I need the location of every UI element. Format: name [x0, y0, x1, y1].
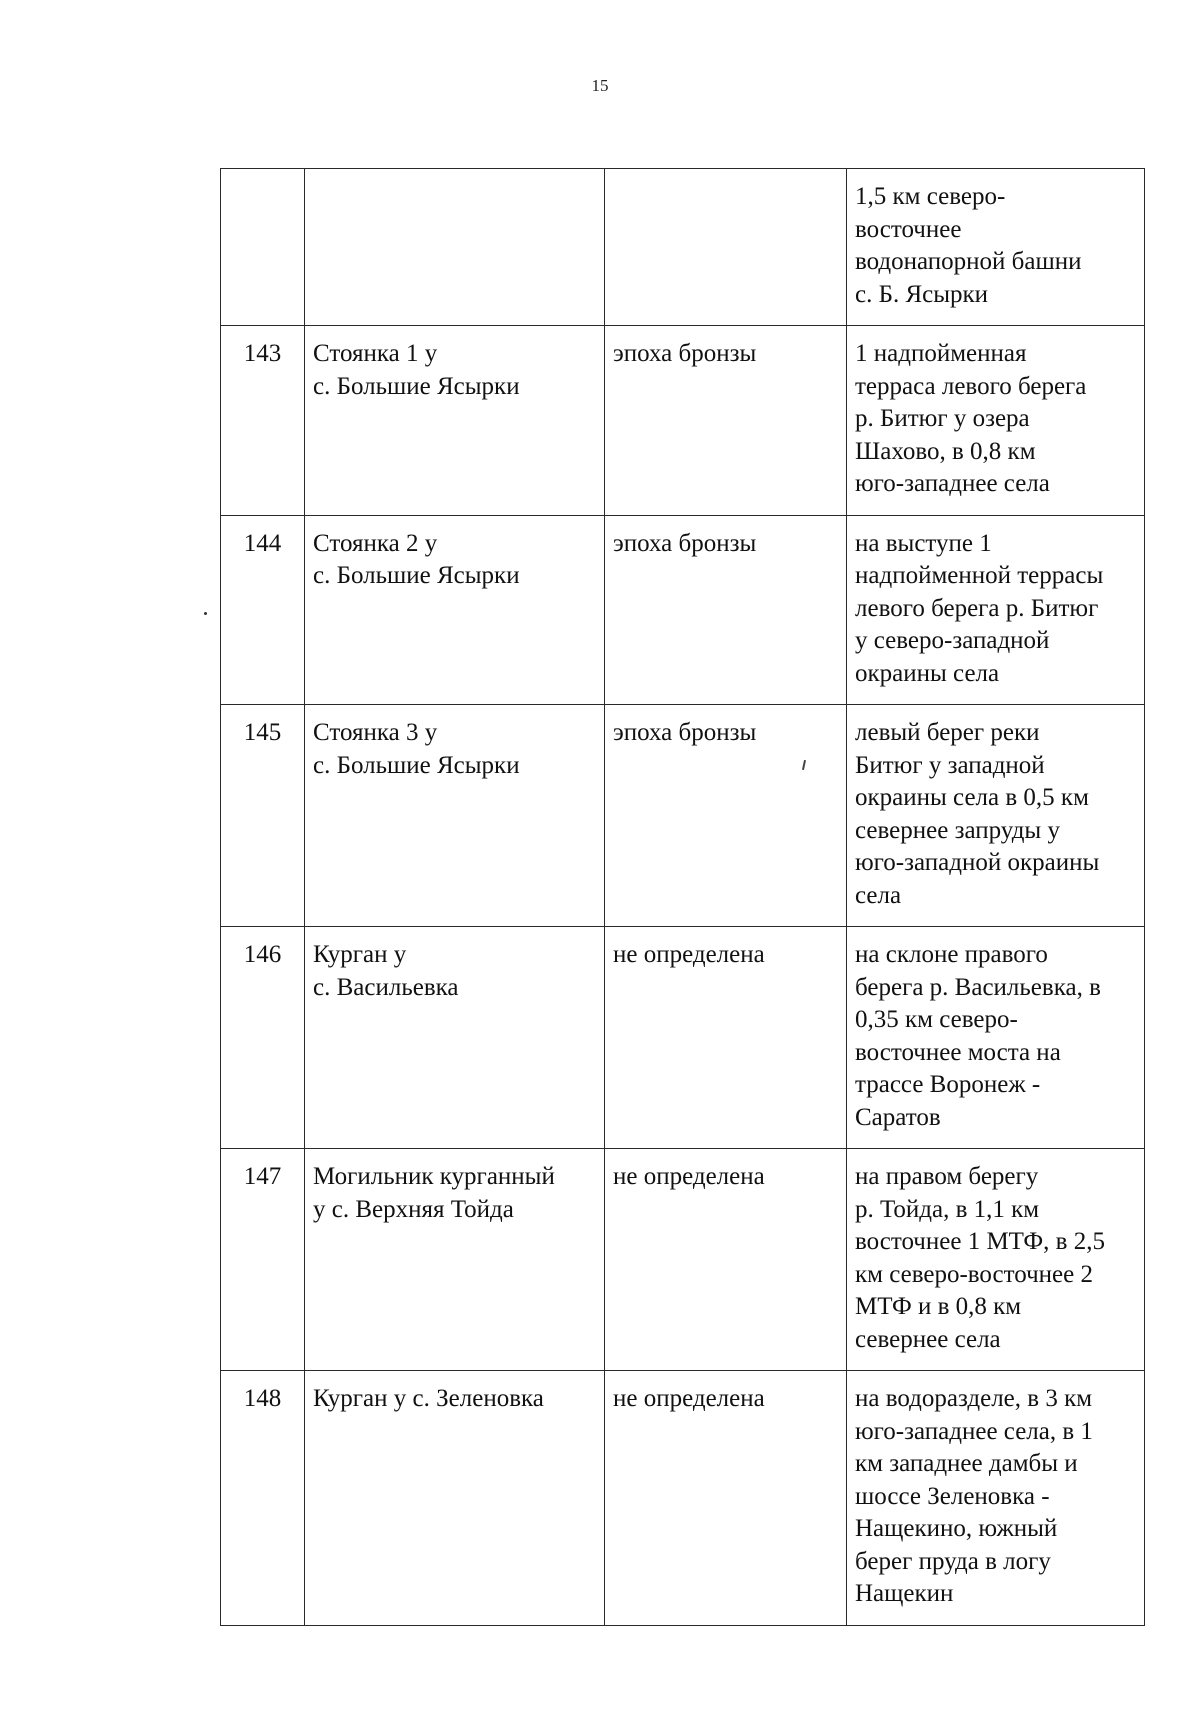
- site-name-cell: [305, 1371, 605, 1626]
- row-number-cell: [221, 1371, 305, 1626]
- site-name-cell-text: Могильник курганный у с. Верхняя Тойда: [313, 1163, 555, 1223]
- dating-cell: [605, 1371, 847, 1626]
- dating-cell-text: не определена: [613, 1163, 765, 1190]
- site-name-cell: [305, 1149, 605, 1371]
- location-cell: [847, 705, 1145, 927]
- dating-cell-text: эпоха бронзы: [613, 529, 757, 557]
- site-name-cell-text: Курган у с. Васильевка: [313, 941, 459, 1001]
- location-cell: [847, 326, 1145, 516]
- row-number-cell-text: 143: [243, 340, 282, 367]
- site-name-cell: [305, 515, 605, 705]
- site-name-cell-text: Стоянка 2 у с. Большие Ясырки: [313, 529, 520, 589]
- dating-cell: [605, 169, 847, 326]
- row-number-cell: [221, 326, 305, 516]
- site-name-cell: [305, 326, 605, 516]
- location-cell: [847, 1371, 1145, 1626]
- site-name-cell: [305, 169, 605, 326]
- location-cell: [847, 515, 1145, 705]
- row-number-cell: [221, 927, 305, 1149]
- scan-speck: [204, 612, 207, 615]
- dating-cell-text: не определена: [613, 1385, 765, 1412]
- table-row: [221, 169, 1145, 326]
- row-number-cell-text: 145: [243, 719, 282, 746]
- location-cell-text: 1,5 км северо- восточнее водонапорной башни с. Б. Ясырки: [855, 183, 1082, 308]
- site-name-cell: [305, 927, 605, 1149]
- row-number-cell: [221, 169, 305, 326]
- site-name-cell-text: Курган у с. Зеленовка: [313, 1385, 544, 1412]
- location-cell-text: левый берег реки Битюг у западной окраины села в 0,5 км севернее запруды у юго-западной окраины села: [855, 719, 1100, 909]
- location-cell-text: 1 надпойменная терраса левого берега р. Битюг у озера Шахово, в 0,8 км юго-западнее села: [855, 340, 1087, 497]
- site-name-cell-text: Стоянка 1 у с. Большие Ясырки: [313, 340, 520, 400]
- dating-cell: [605, 927, 847, 1149]
- row-number-cell-text: 148: [243, 1385, 282, 1412]
- row-number-cell: [221, 515, 305, 705]
- row-number-cell-text: 146: [243, 941, 282, 968]
- table-row: [221, 515, 1145, 705]
- location-cell-text: на правом берегу р. Тойда, в 1,1 км восточнее 1 МТФ, в 2,5 км северо-восточнее 2 МТФ и в 0,8 км севернее села: [855, 1163, 1105, 1353]
- site-name-cell-text: Стоянка 3 у с. Большие Ясырки: [313, 719, 520, 779]
- row-number-cell: [221, 705, 305, 927]
- table-row: [221, 1149, 1145, 1371]
- dating-cell-text: эпоха бронзы: [613, 340, 757, 367]
- dating-cell: [605, 1149, 847, 1371]
- location-cell-text: на водоразделе, в 3 км юго-западнее села, в 1 км западнее дамбы и шоссе Зеленовка - Нащекино, южный берег пруда в логу Нащекин: [855, 1385, 1093, 1607]
- table-row: [221, 927, 1145, 1149]
- location-cell-text: на выступе 1 надпойменной террасы левого берега р. Битюг у северо-западной окраины села: [855, 529, 1104, 687]
- heritage-sites-table: [220, 168, 1145, 1626]
- dating-cell: [605, 705, 847, 927]
- location-cell: [847, 927, 1145, 1149]
- dating-cell: [605, 326, 847, 516]
- dating-cell-text: не определена: [613, 941, 765, 968]
- row-number-cell-text: 147: [243, 1163, 282, 1190]
- row-number-cell-text: 144: [243, 529, 282, 557]
- row-number-cell: [221, 1149, 305, 1371]
- location-cell-text: на склоне правого берега р. Васильевка, в 0,35 км северо- восточнее моста на трассе Воронеж - Саратов: [855, 941, 1101, 1131]
- site-name-cell: [305, 705, 605, 927]
- table-row: [221, 326, 1145, 516]
- table-body: [221, 169, 1145, 1626]
- location-cell: [847, 1149, 1145, 1371]
- table-row: [221, 1371, 1145, 1626]
- dating-cell-text: эпоха бронзы: [613, 719, 757, 746]
- page-number: 15: [591, 76, 609, 95]
- location-cell: [847, 169, 1145, 326]
- table-row: [221, 705, 1145, 927]
- dating-cell: [605, 515, 847, 705]
